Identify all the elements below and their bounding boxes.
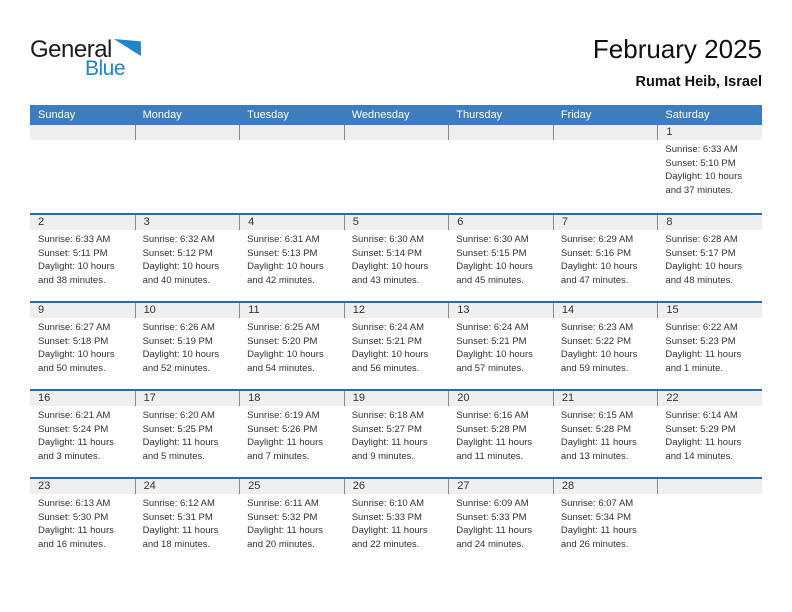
day-details <box>553 230 658 287</box>
sunset-text: Sunset: 5:18 PM <box>38 335 109 347</box>
daylight-text: Daylight: 11 hours and 24 minutes. <box>456 525 533 550</box>
day-details <box>448 406 553 463</box>
page-title: February 2025 <box>592 34 762 64</box>
daylight-text: Daylight: 11 hours and 18 minutes. <box>142 525 219 550</box>
day-cell-10 <box>135 303 240 389</box>
day-number: 20 <box>448 391 553 406</box>
sunrise-text: Sunrise: 6:27 AM <box>38 322 111 333</box>
day-cell-24 <box>135 479 240 565</box>
daylight-text: Daylight: 11 hours and 26 minutes. <box>560 525 637 550</box>
day-cell-2 <box>30 215 135 301</box>
day-cell-27 <box>448 479 553 565</box>
day-number <box>448 125 553 140</box>
day-details <box>239 230 344 287</box>
daylight-text: Daylight: 11 hours and 13 minutes. <box>560 437 637 462</box>
day-details <box>553 406 658 463</box>
day-number <box>135 125 240 140</box>
day-number: 3 <box>135 215 240 230</box>
daylight-text: Daylight: 10 hours and 45 minutes. <box>456 261 533 286</box>
sunset-text: Sunset: 5:32 PM <box>247 511 318 523</box>
day-number <box>30 125 135 140</box>
week-row-3 <box>30 301 762 389</box>
day-number: 28 <box>553 479 658 494</box>
day-details <box>344 140 449 143</box>
daylight-text: Daylight: 10 hours and 56 minutes. <box>351 349 429 374</box>
day-cell-11 <box>239 303 344 389</box>
weekday-header-row <box>30 105 762 125</box>
empty-day-cell <box>239 125 344 213</box>
sunrise-text: Sunrise: 6:12 AM <box>142 498 215 509</box>
day-details <box>448 494 553 551</box>
day-cell-7 <box>553 215 658 301</box>
sunset-text: Sunset: 5:21 PM <box>456 335 527 347</box>
location-subtitle: Rumat Heib, Israel <box>635 74 762 90</box>
sunset-text: Sunset: 5:22 PM <box>560 335 632 347</box>
daylight-text: Daylight: 11 hours and 1 minute. <box>665 349 742 374</box>
daylight-text: Daylight: 11 hours and 3 minutes. <box>38 437 114 462</box>
day-number: 1 <box>657 125 762 140</box>
sunset-text: Sunset: 5:12 PM <box>142 247 213 259</box>
sunset-text: Sunset: 5:21 PM <box>351 335 422 347</box>
sunset-text: Sunset: 5:26 PM <box>247 423 318 435</box>
day-number: 22 <box>657 391 762 406</box>
empty-day-cell <box>30 125 135 213</box>
day-cell-28 <box>553 479 658 565</box>
daylight-text: Daylight: 11 hours and 14 minutes. <box>665 437 742 462</box>
day-details <box>30 318 135 375</box>
week-row-5 <box>30 477 762 565</box>
sunrise-text: Sunrise: 6:19 AM <box>247 410 320 421</box>
day-number: 8 <box>657 215 762 230</box>
day-cell-19 <box>344 391 449 477</box>
day-number: 15 <box>657 303 762 318</box>
day-details <box>135 406 240 463</box>
day-cell-1 <box>657 125 762 213</box>
logo-text-general: General <box>30 36 112 63</box>
sunset-text: Sunset: 5:33 PM <box>351 511 422 523</box>
sunrise-text: Sunrise: 6:32 AM <box>142 234 215 245</box>
day-number: 18 <box>239 391 344 406</box>
day-details <box>448 140 553 143</box>
sunrise-text: Sunrise: 6:15 AM <box>560 410 634 421</box>
day-cell-23 <box>30 479 135 565</box>
general-blue-logo <box>30 36 160 81</box>
daylight-text: Daylight: 10 hours and 43 minutes. <box>351 261 429 286</box>
day-number: 5 <box>344 215 449 230</box>
daylight-text: Daylight: 10 hours and 37 minutes. <box>665 171 742 196</box>
title-block <box>593 34 762 90</box>
day-cell-15 <box>657 303 762 389</box>
sunrise-text: Sunrise: 6:33 AM <box>38 234 111 245</box>
sunset-text: Sunset: 5:31 PM <box>142 511 213 523</box>
sunset-text: Sunset: 5:33 PM <box>456 511 527 523</box>
day-cell-18 <box>239 391 344 477</box>
day-cell-25 <box>239 479 344 565</box>
day-details <box>344 494 449 551</box>
day-number: 16 <box>30 391 135 406</box>
day-details <box>657 406 762 463</box>
day-details <box>344 406 449 463</box>
empty-day-cell <box>553 125 658 213</box>
day-cell-8 <box>657 215 762 301</box>
sunset-text: Sunset: 5:19 PM <box>142 335 213 347</box>
day-number: 11 <box>239 303 344 318</box>
sunrise-text: Sunrise: 6:09 AM <box>456 498 529 509</box>
sunrise-text: Sunrise: 6:33 AM <box>665 144 738 155</box>
day-number: 10 <box>135 303 240 318</box>
sunrise-text: Sunrise: 6:23 AM <box>560 322 634 333</box>
empty-day-cell <box>448 125 553 213</box>
sunrise-text: Sunrise: 6:25 AM <box>247 322 320 333</box>
sunset-text: Sunset: 5:34 PM <box>560 511 632 523</box>
day-details <box>135 494 240 551</box>
logo-triangle-icon <box>114 39 141 56</box>
sunset-text: Sunset: 5:15 PM <box>456 247 527 259</box>
sunrise-text: Sunrise: 6:14 AM <box>665 410 738 421</box>
daylight-text: Daylight: 11 hours and 5 minutes. <box>142 437 219 462</box>
week-row-4 <box>30 389 762 477</box>
day-details <box>135 318 240 375</box>
sunrise-text: Sunrise: 6:28 AM <box>665 234 738 245</box>
sunset-text: Sunset: 5:13 PM <box>247 247 318 259</box>
day-details <box>657 318 762 375</box>
sunrise-text: Sunrise: 6:10 AM <box>351 498 425 509</box>
sunset-text: Sunset: 5:16 PM <box>560 247 632 259</box>
day-details <box>239 406 344 463</box>
weekday-label-sunday: Sunday <box>38 109 76 121</box>
day-number: 14 <box>553 303 658 318</box>
day-cell-13 <box>448 303 553 389</box>
day-number: 12 <box>344 303 449 318</box>
month-calendar <box>30 105 762 565</box>
day-details <box>239 318 344 375</box>
sunset-text: Sunset: 5:14 PM <box>351 247 422 259</box>
sunrise-text: Sunrise: 6:07 AM <box>560 498 634 509</box>
sunset-text: Sunset: 5:25 PM <box>142 423 213 435</box>
sunset-text: Sunset: 5:29 PM <box>665 423 736 435</box>
daylight-text: Daylight: 10 hours and 59 minutes. <box>560 349 638 374</box>
empty-day-cell <box>135 125 240 213</box>
daylight-text: Daylight: 11 hours and 16 minutes. <box>38 525 114 550</box>
weekday-label-saturday: Saturday <box>665 109 710 121</box>
day-number: 6 <box>448 215 553 230</box>
sunset-text: Sunset: 5:20 PM <box>247 335 318 347</box>
sunrise-text: Sunrise: 6:29 AM <box>560 234 634 245</box>
empty-day-cell <box>657 479 762 565</box>
day-details <box>30 494 135 551</box>
day-details <box>135 140 240 143</box>
sunrise-text: Sunrise: 6:30 AM <box>456 234 529 245</box>
daylight-text: Daylight: 11 hours and 9 minutes. <box>351 437 428 462</box>
daylight-text: Daylight: 10 hours and 57 minutes. <box>456 349 533 374</box>
day-details <box>30 406 135 463</box>
day-cell-3 <box>135 215 240 301</box>
sunrise-text: Sunrise: 6:24 AM <box>351 322 425 333</box>
daylight-text: Daylight: 10 hours and 47 minutes. <box>560 261 638 286</box>
day-number: 17 <box>135 391 240 406</box>
sunset-text: Sunset: 5:11 PM <box>38 247 108 259</box>
weekday-label-wednesday: Wednesday <box>351 109 410 121</box>
sunrise-text: Sunrise: 6:30 AM <box>351 234 425 245</box>
day-number: 24 <box>135 479 240 494</box>
sunrise-text: Sunrise: 6:26 AM <box>142 322 215 333</box>
day-details <box>553 140 658 143</box>
day-number: 26 <box>344 479 449 494</box>
sunset-text: Sunset: 5:27 PM <box>351 423 422 435</box>
sunrise-text: Sunrise: 6:21 AM <box>38 410 111 421</box>
day-number: 7 <box>553 215 658 230</box>
day-cell-9 <box>30 303 135 389</box>
sunrise-text: Sunrise: 6:31 AM <box>247 234 320 245</box>
sunrise-text: Sunrise: 6:22 AM <box>665 322 738 333</box>
logo-text-blue: Blue <box>85 57 126 80</box>
sunrise-text: Sunrise: 6:13 AM <box>38 498 111 509</box>
day-number <box>553 125 658 140</box>
weekday-label-friday: Friday <box>560 109 592 121</box>
sunrise-text: Sunrise: 6:24 AM <box>456 322 529 333</box>
day-number: 2 <box>30 215 135 230</box>
day-number: 23 <box>30 479 135 494</box>
day-number: 19 <box>344 391 449 406</box>
sunrise-text: Sunrise: 6:16 AM <box>456 410 529 421</box>
weekday-label-thursday: Thursday <box>456 109 503 121</box>
day-details <box>448 230 553 287</box>
weekday-label-tuesday: Tuesday <box>247 109 289 121</box>
day-details <box>239 140 344 143</box>
sunrise-text: Sunrise: 6:18 AM <box>351 410 425 421</box>
day-number: 9 <box>30 303 135 318</box>
daylight-text: Daylight: 10 hours and 38 minutes. <box>38 261 115 286</box>
weeks-container <box>30 125 762 565</box>
day-details <box>30 140 135 143</box>
day-details <box>135 230 240 287</box>
day-details <box>448 318 553 375</box>
sunset-text: Sunset: 5:30 PM <box>38 511 109 523</box>
day-cell-26 <box>344 479 449 565</box>
day-details <box>553 494 658 551</box>
day-details <box>344 230 449 287</box>
day-number <box>239 125 344 140</box>
sunset-text: Sunset: 5:28 PM <box>560 423 632 435</box>
sunset-text: Sunset: 5:28 PM <box>456 423 527 435</box>
sunset-text: Sunset: 5:17 PM <box>665 247 736 259</box>
weekday-label-monday: Monday <box>142 109 182 121</box>
day-number: 4 <box>239 215 344 230</box>
day-number: 27 <box>448 479 553 494</box>
day-details <box>657 494 762 497</box>
daylight-text: Daylight: 10 hours and 42 minutes. <box>247 261 324 286</box>
day-details <box>239 494 344 551</box>
day-cell-20 <box>448 391 553 477</box>
day-cell-14 <box>553 303 658 389</box>
sunset-text: Sunset: 5:24 PM <box>38 423 109 435</box>
daylight-text: Daylight: 10 hours and 50 minutes. <box>38 349 115 374</box>
day-number: 13 <box>448 303 553 318</box>
day-details <box>30 230 135 287</box>
daylight-text: Daylight: 10 hours and 48 minutes. <box>665 261 742 286</box>
daylight-text: Daylight: 11 hours and 11 minutes. <box>456 437 533 462</box>
day-cell-12 <box>344 303 449 389</box>
sunset-text: Sunset: 5:10 PM <box>665 157 736 169</box>
daylight-text: Daylight: 10 hours and 40 minutes. <box>142 261 220 286</box>
day-details <box>657 140 762 197</box>
week-row-1 <box>30 125 762 213</box>
week-row-2 <box>30 213 762 301</box>
day-cell-17 <box>135 391 240 477</box>
day-number <box>657 479 762 494</box>
day-details <box>553 318 658 375</box>
day-cell-21 <box>553 391 658 477</box>
day-details <box>344 318 449 375</box>
day-cell-16 <box>30 391 135 477</box>
daylight-text: Daylight: 11 hours and 20 minutes. <box>247 525 324 550</box>
daylight-text: Daylight: 11 hours and 7 minutes. <box>247 437 324 462</box>
sunset-text: Sunset: 5:23 PM <box>665 335 736 347</box>
daylight-text: Daylight: 10 hours and 54 minutes. <box>247 349 324 374</box>
day-cell-22 <box>657 391 762 477</box>
sunrise-text: Sunrise: 6:11 AM <box>247 498 319 509</box>
day-number <box>344 125 449 140</box>
day-details <box>657 230 762 287</box>
daylight-text: Daylight: 10 hours and 52 minutes. <box>142 349 220 374</box>
day-cell-5 <box>344 215 449 301</box>
empty-day-cell <box>344 125 449 213</box>
day-number: 25 <box>239 479 344 494</box>
day-cell-4 <box>239 215 344 301</box>
day-number: 21 <box>553 391 658 406</box>
daylight-text: Daylight: 11 hours and 22 minutes. <box>351 525 428 550</box>
day-cell-6 <box>448 215 553 301</box>
sunrise-text: Sunrise: 6:20 AM <box>142 410 215 421</box>
